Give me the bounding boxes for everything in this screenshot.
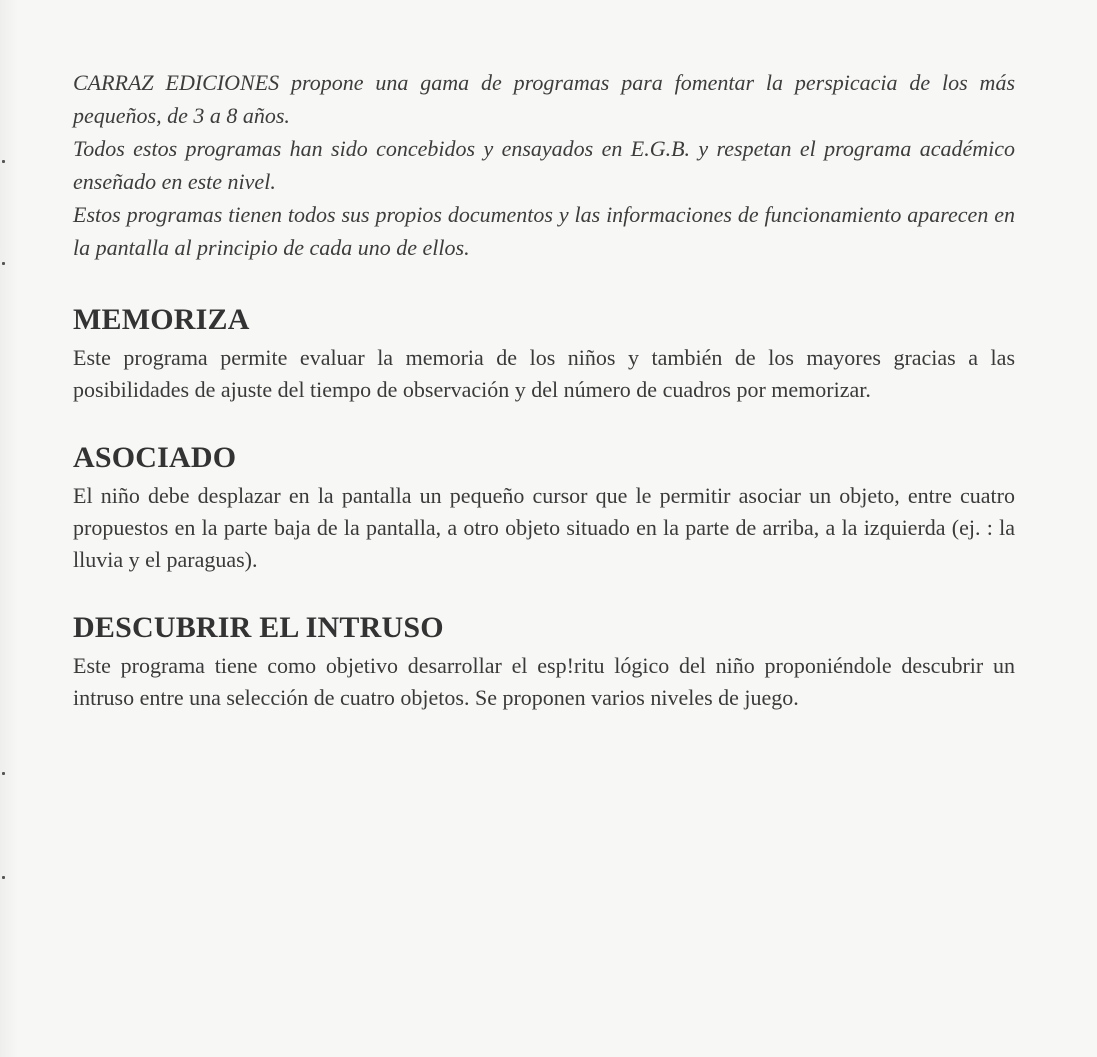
section-title: ASOCIADO — [73, 441, 237, 474]
section-body: Este programa permite evaluar la memoria de los niños y también de los mayores gracias a las posibilidades de ajuste del tiempo de observación y del número de cuadros por memorizar. — [73, 345, 1015, 402]
margin-mark — [2, 262, 5, 265]
margin-mark — [2, 772, 5, 775]
page-content — [73, 66, 1015, 714]
intro-block — [73, 66, 1015, 264]
section-body: El niño debe desplazar en la pantalla un pequeño cursor que le permitir asociar un objeto, entre cuatro propuestos en la parte baja de la pantalla, a otro objeto situado en la parte de arriba, a la izquierda (ej. : la lluvia y el paraguas). — [73, 483, 1015, 572]
intro-paragraph: Todos estos programas han sido concebidos y ensayados en E.G.B. y respetan el programa académico enseñado en este nivel. — [73, 136, 1015, 194]
intro-paragraph: CARRAZ EDICIONES propone una gama de programas para fomentar la perspicacia de los más pequeños, de 3 a 8 años. — [73, 70, 1015, 128]
section-title: DESCUBRIR EL INTRUSO — [73, 611, 444, 644]
margin-mark — [2, 876, 5, 879]
margin-mark — [2, 160, 5, 163]
section-memoriza — [73, 302, 1015, 406]
section-title: MEMORIZA — [73, 303, 250, 336]
section-body: Este programa tiene como objetivo desarrollar el esp!ritu lógico del niño proponiéndole descubrir un intruso entre una selección de cuatro objetos. Se proponen varios niveles de juego. — [73, 653, 1015, 710]
intro-paragraph: Estos programas tienen todos sus propios documentos y las informaciones de funcionamiento aparecen en la pantalla al principio de cada uno de ellos. — [73, 202, 1015, 260]
section-asociado — [73, 440, 1015, 576]
section-descubrir-el-intruso — [73, 610, 1015, 714]
